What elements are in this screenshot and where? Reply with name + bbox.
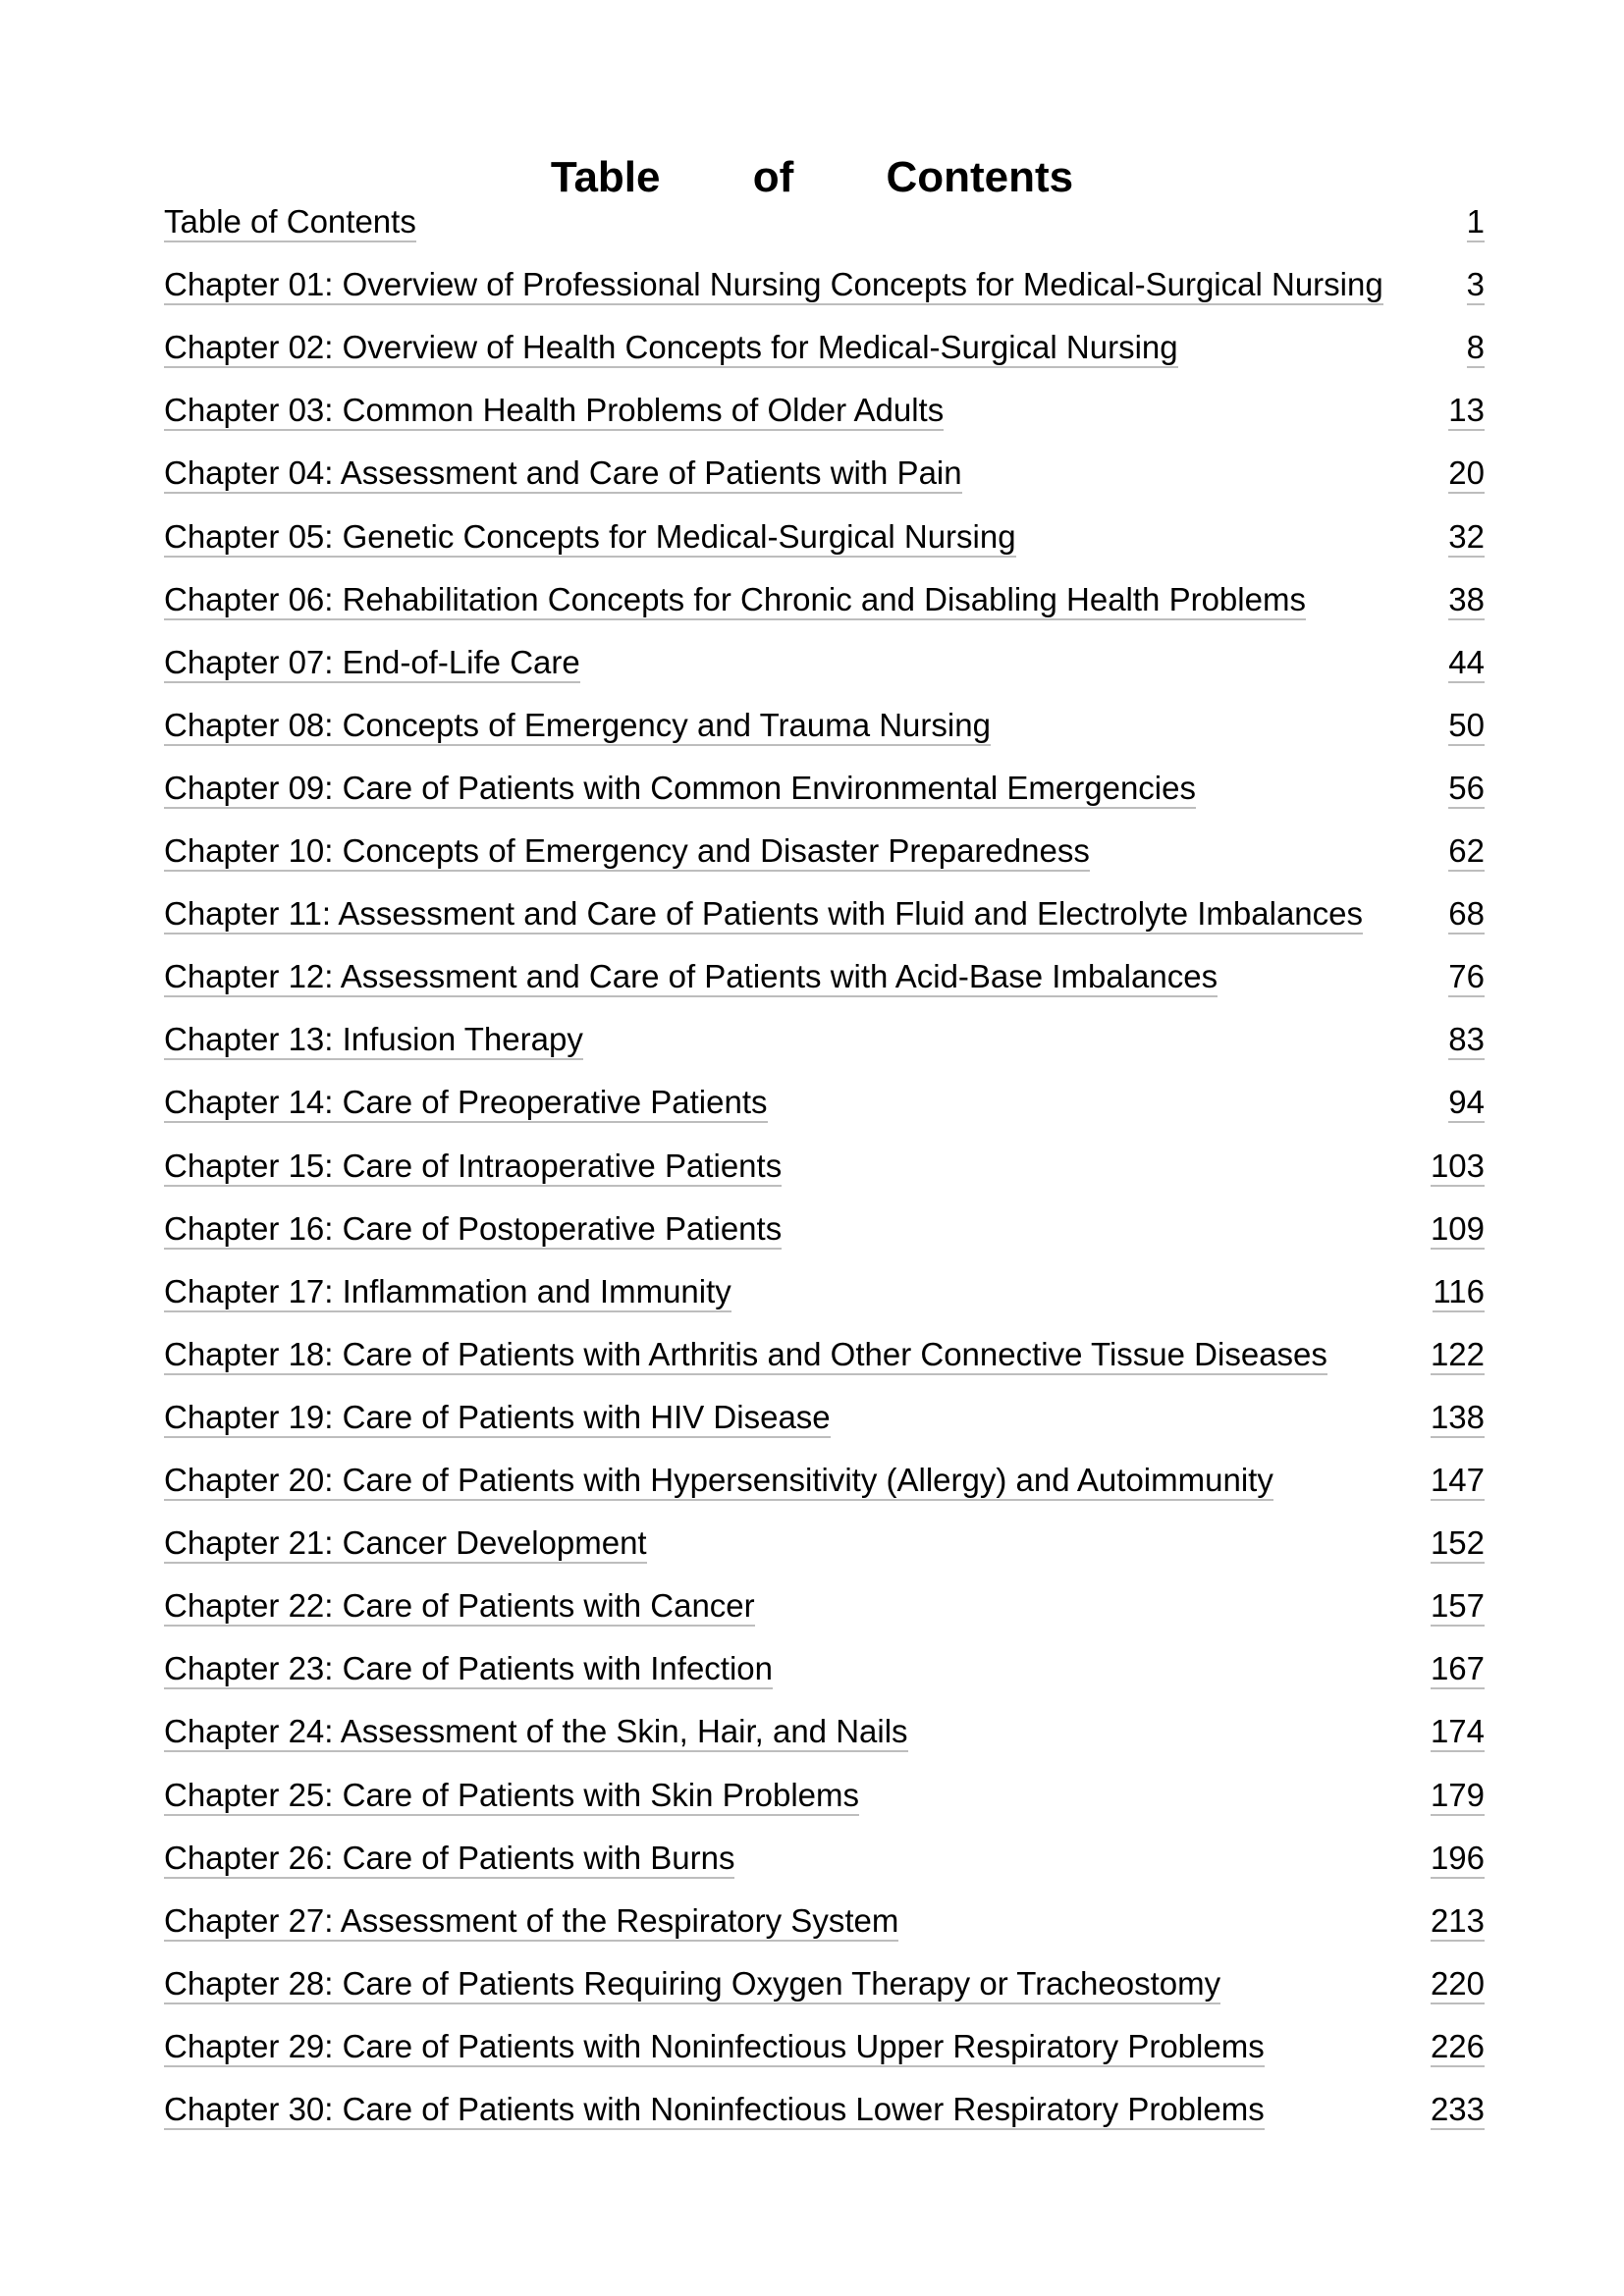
toc-page-number-link[interactable]: 196 — [1431, 1840, 1485, 1879]
toc-entry — [164, 456, 1485, 496]
toc-entry — [164, 1272, 1485, 1314]
toc-page-number-link[interactable]: 32 — [1448, 518, 1485, 558]
toc-entry — [164, 1086, 1485, 1125]
toc-entry-link[interactable]: Chapter 15: Care of Intraoperative Patients — [164, 1148, 782, 1187]
toc-entry-link[interactable]: Chapter 21: Cancer Development — [164, 1524, 647, 1564]
toc-entry-link[interactable]: Chapter 06: Rehabilitation Concepts for Chronic and Disabling Health Problems — [164, 581, 1306, 620]
toc-entry — [164, 834, 1485, 874]
toc-entry-link[interactable]: Chapter 25: Care of Patients with Skin Problems — [164, 1777, 859, 1816]
toc-entry — [164, 897, 1485, 936]
toc-entry-link[interactable]: Chapter 11: Assessment and Care of Patients with Fluid and Electrolyte Imbalances — [164, 895, 1363, 934]
toc-page-number-link[interactable]: 20 — [1448, 454, 1485, 494]
toc-entry-link[interactable]: Chapter 27: Assessment of the Respiratory System — [164, 1902, 898, 1942]
toc-entry-link[interactable]: Chapter 29: Care of Patients with Noninfectious Upper Respiratory Problems — [164, 2028, 1265, 2067]
toc-entry — [164, 1209, 1485, 1252]
toc-entry-link[interactable]: Chapter 13: Infusion Therapy — [164, 1021, 583, 1060]
toc-entry — [164, 643, 1485, 685]
toc-entry — [164, 2027, 1485, 2069]
toc-entry — [164, 1464, 1485, 1503]
toc-entry — [164, 331, 1485, 370]
toc-page-number-link[interactable]: 56 — [1448, 770, 1485, 809]
toc-entry-link[interactable]: Chapter 17: Inflammation and Immunity — [164, 1273, 731, 1312]
toc-entry-link[interactable]: Chapter 28: Care of Patients Requiring Oxygen Therapy or Tracheostomy — [164, 1965, 1220, 2004]
toc-entry — [164, 1839, 1485, 1881]
toc-entry-link[interactable]: Table of Contents — [164, 203, 416, 242]
toc-entry-link[interactable]: Chapter 02: Overview of Health Concepts for Medical-Surgical Nursing — [164, 329, 1178, 368]
toc-entry — [164, 580, 1485, 622]
toc-entry — [164, 769, 1485, 811]
toc-page-number-link[interactable]: 122 — [1431, 1336, 1485, 1375]
toc-page-number-link[interactable]: 174 — [1431, 1713, 1485, 1752]
toc-entry — [164, 268, 1485, 307]
toc-entry-link[interactable]: Chapter 12: Assessment and Care of Patients with Acid-Base Imbalances — [164, 958, 1218, 997]
toc-page-number-link[interactable]: 1 — [1467, 203, 1485, 242]
toc-entry — [164, 1398, 1485, 1440]
toc-page-number-link[interactable]: 152 — [1431, 1524, 1485, 1564]
toc-entry — [164, 1964, 1485, 2006]
toc-entry-link[interactable]: Chapter 14: Care of Preoperative Patients — [164, 1084, 768, 1123]
toc-page-number-link[interactable]: 83 — [1448, 1021, 1485, 1060]
toc-entry — [164, 1715, 1485, 1754]
toc-entry-link[interactable]: Chapter 16: Care of Postoperative Patients — [164, 1210, 782, 1250]
page-title: Table of Contents — [550, 153, 1074, 201]
toc-entry-link[interactable]: Chapter 19: Care of Patients with HIV Disease — [164, 1399, 831, 1438]
toc-page-number-link[interactable]: 62 — [1448, 832, 1485, 872]
toc-entry-link[interactable]: Chapter 03: Common Health Problems of Older Adults — [164, 392, 944, 431]
toc-entry — [164, 1023, 1485, 1062]
toc-entry-link[interactable]: Chapter 05: Genetic Concepts for Medical-Surgical Nursing — [164, 518, 1016, 558]
toc-entry-link[interactable]: Chapter 10: Concepts of Emergency and Disaster Preparedness — [164, 832, 1090, 872]
toc-page-number-link[interactable]: 226 — [1431, 2028, 1485, 2067]
toc-entry-link[interactable]: Chapter 30: Care of Patients with Noninfectious Lower Respiratory Problems — [164, 2091, 1265, 2130]
toc-entry-link[interactable]: Chapter 18: Care of Patients with Arthritis and Other Connective Tissue Diseases — [164, 1336, 1327, 1375]
toc-page-number-link[interactable]: 220 — [1431, 1965, 1485, 2004]
toc-page-number-link[interactable]: 3 — [1467, 266, 1485, 305]
toc-entry — [164, 1149, 1485, 1189]
toc-page-number-link[interactable]: 8 — [1467, 329, 1485, 368]
toc-page-number-link[interactable]: 13 — [1448, 392, 1485, 431]
toc-entry-link[interactable]: Chapter 09: Care of Patients with Common Environmental Emergencies — [164, 770, 1196, 809]
toc-entry-link[interactable]: Chapter 08: Concepts of Emergency and Trauma Nursing — [164, 707, 991, 746]
toc-page-number-link[interactable]: 68 — [1448, 895, 1485, 934]
toc-entry — [164, 1589, 1485, 1629]
toc-page-number-link[interactable]: 167 — [1431, 1650, 1485, 1689]
toc-entry-link[interactable]: Chapter 23: Care of Patients with Infection — [164, 1650, 773, 1689]
toc-entry-link[interactable]: Chapter 24: Assessment of the Skin, Hair, and Nails — [164, 1713, 908, 1752]
toc-page-number-link[interactable]: 50 — [1448, 707, 1485, 746]
toc-page-number-link[interactable]: 109 — [1431, 1210, 1485, 1250]
toc-page-number-link[interactable]: 94 — [1448, 1084, 1485, 1123]
toc-entry — [164, 205, 1485, 244]
toc-page-number-link[interactable]: 38 — [1448, 581, 1485, 620]
toc-entry — [164, 1652, 1485, 1691]
toc-entry — [164, 394, 1485, 433]
toc-page-number-link[interactable]: 213 — [1431, 1902, 1485, 1942]
toc-page-number-link[interactable]: 76 — [1448, 958, 1485, 997]
toc-entry — [164, 706, 1485, 748]
toc-entry-link[interactable]: Chapter 20: Care of Patients with Hypersensitivity (Allergy) and Autoimmunity — [164, 1462, 1273, 1501]
toc-entry — [164, 1901, 1485, 1944]
toc-page-number-link[interactable]: 116 — [1433, 1273, 1485, 1312]
toc-page-number-link[interactable]: 147 — [1431, 1462, 1485, 1501]
toc-entry — [164, 1335, 1485, 1377]
toc-entry — [164, 960, 1485, 999]
toc-entry-link[interactable]: Chapter 04: Assessment and Care of Patients with Pain — [164, 454, 962, 494]
toc-entry — [164, 1526, 1485, 1566]
toc-entry-link[interactable]: Chapter 26: Care of Patients with Burns — [164, 1840, 734, 1879]
toc-page-number-link[interactable]: 157 — [1431, 1587, 1485, 1627]
toc-page-number-link[interactable]: 103 — [1431, 1148, 1485, 1187]
toc-entry-link[interactable]: Chapter 07: End-of-Life Care — [164, 644, 580, 683]
toc-entry — [164, 2093, 1485, 2132]
toc-entry — [164, 517, 1485, 560]
toc-entry — [164, 1776, 1485, 1818]
toc-entry-link[interactable]: Chapter 01: Overview of Professional Nursing Concepts for Medical-Surgical Nursing — [164, 266, 1383, 305]
toc-page-number-link[interactable]: 179 — [1431, 1777, 1485, 1816]
toc-page-number-link[interactable]: 233 — [1431, 2091, 1485, 2130]
toc-page-number-link[interactable]: 44 — [1448, 644, 1485, 683]
toc-entry-link[interactable]: Chapter 22: Care of Patients with Cancer — [164, 1587, 755, 1627]
toc-page-number-link[interactable]: 138 — [1431, 1399, 1485, 1438]
